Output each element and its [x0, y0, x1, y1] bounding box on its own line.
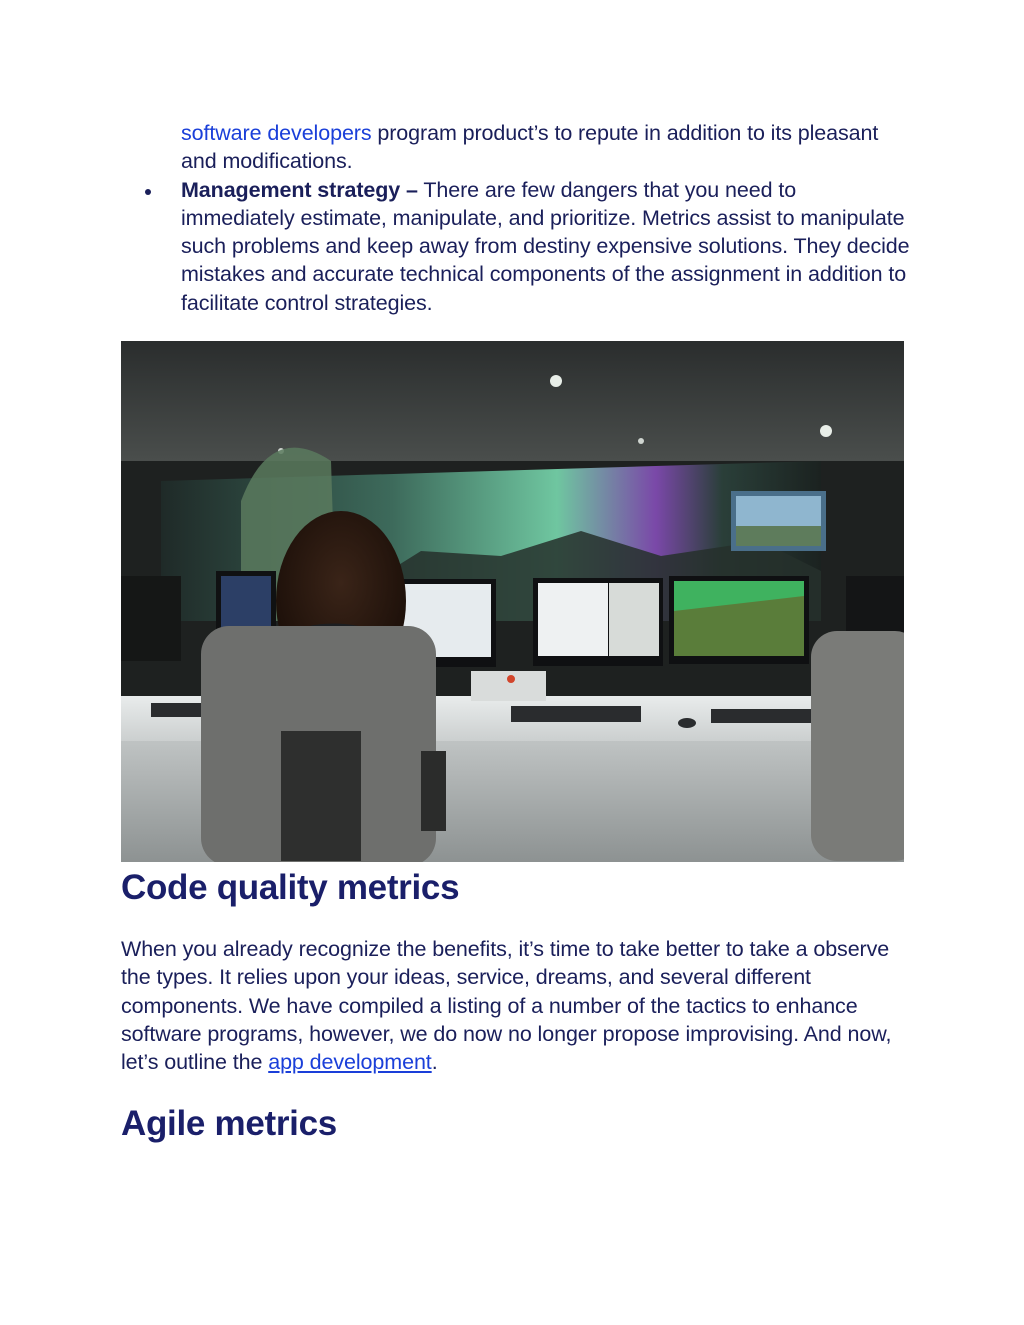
list-item	[121, 176, 911, 317]
code-quality-paragraph	[121, 935, 911, 1076]
code-quality-metrics-heading: Code quality metrics	[121, 868, 460, 907]
bullet-list	[121, 119, 911, 317]
control-room-photo	[121, 341, 904, 862]
list-item	[121, 119, 911, 176]
software-developers-link[interactable]: software developers	[181, 121, 372, 145]
paragraph-text: When you already recognize the benefits, it’s time to take better to take a observe the types. It relies upon your ideas, service, dreams, and several different components. We have compiled a listing of a number of the tactics to enhance software programs, however, we do now no longer propose improvising. And now, let’s outline the	[121, 937, 892, 1075]
list-item-text: program product’s to repute in addition to its pleasant and modifications.	[181, 121, 879, 174]
list-item-bold-label: Management strategy –	[181, 177, 418, 202]
agile-metrics-heading: Agile metrics	[121, 1104, 337, 1143]
paragraph-end: .	[431, 1050, 438, 1075]
list-item-text: There are few dangers that you need to immediately estimate, manipulate, and prioritize. Metrics assist to manipulate such problems and keep away from destiny expensive solutions. They decide mistakes and accurate technical components of the assignment in addition to facilitate control strategies.	[181, 177, 910, 315]
app-development-link[interactable]: app development	[268, 1050, 432, 1075]
